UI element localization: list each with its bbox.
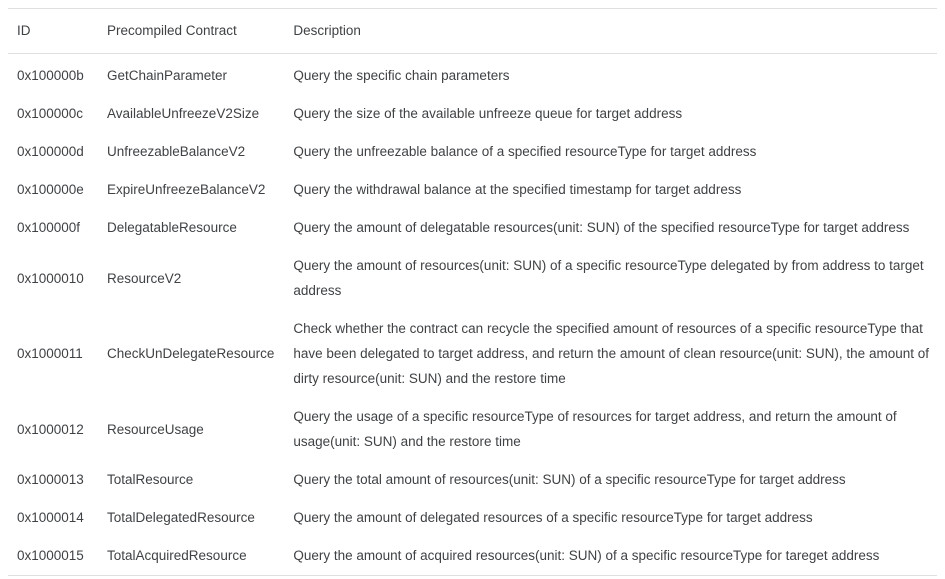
- contract-description-cell: Query the amount of acquired resources(unit: SUN) of a specific resourceType for tareget address: [293, 548, 880, 563]
- table-header: [8, 9, 937, 54]
- contract-description-cell: Query the total amount of resources(unit: SUN) of a specific resourceType for target address: [293, 472, 846, 487]
- column-header-id: ID: [8, 9, 98, 54]
- table-row: [8, 209, 937, 247]
- contract-name-cell: TotalResource: [107, 472, 194, 487]
- table-row: [8, 247, 937, 310]
- contract-description-cell: Query the size of the available unfreeze queue for target address: [293, 106, 683, 121]
- contract-description-cell: Query the withdrawal balance at the specified timestamp for target address: [293, 182, 742, 197]
- page: [0, 8, 945, 579]
- column-header-description: Description: [284, 9, 937, 54]
- table-row: [8, 54, 937, 96]
- contract-name-cell: ExpireUnfreezeBalanceV2: [107, 182, 266, 197]
- contract-id-cell: 0x1000012: [17, 421, 84, 437]
- table-header-row: [8, 9, 937, 54]
- contract-id-cell: 0x100000d: [17, 144, 84, 159]
- table-row: [8, 398, 937, 461]
- contract-id-cell: 0x100000c: [17, 106, 84, 121]
- precompiled-contracts-table-container: [8, 8, 937, 576]
- precompiled-contracts-table: [8, 8, 937, 576]
- contract-description-cell: Query the amount of delegated resources of a specific resourceType for target address: [293, 510, 813, 525]
- table-row: [8, 171, 937, 209]
- contract-id-cell: 0x1000014: [17, 510, 84, 525]
- contract-name-cell: UnfreezableBalanceV2: [107, 144, 246, 159]
- table-row: [8, 537, 937, 576]
- table-row: [8, 310, 937, 398]
- contract-name-cell: TotalDelegatedResource: [107, 510, 255, 525]
- contract-name-cell: TotalAcquiredResource: [107, 548, 247, 563]
- contract-name-cell: GetChainParameter: [107, 68, 228, 83]
- contract-description-cell: Query the amount of resources(unit: SUN) of a specific resourceType delegated by from address to target address: [293, 258, 924, 298]
- table-row: [8, 499, 937, 537]
- contract-name-cell: CheckUnDelegateResource: [107, 346, 275, 361]
- table-body: [8, 54, 937, 576]
- contract-name-cell: ResourceUsage: [107, 421, 204, 437]
- contract-id-cell: 0x1000013: [17, 472, 84, 487]
- contract-name-cell: ResourceV2: [107, 270, 182, 286]
- contract-description-cell: Check whether the contract can recycle the specified amount of resources of a specific resourceType that have been delegated to target address, and return the amount of clean resource(unit: SUN), the amount of dirty resource(unit: SUN) and the restore time: [293, 321, 929, 386]
- table-row: [8, 461, 937, 499]
- contract-description-cell: Query the usage of a specific resourceType of resources for target address, and return the amount of usage(unit: SUN) and the restore time: [293, 409, 897, 449]
- contract-name-cell: AvailableUnfreezeV2Size: [107, 106, 260, 121]
- contract-description-cell: Query the amount of delegatable resources(unit: SUN) of the specified resourceType for target address: [293, 220, 910, 235]
- table-row: [8, 95, 937, 133]
- contract-id-cell: 0x1000011: [17, 346, 83, 361]
- column-header-precompiled-contract: Precompiled Contract: [98, 9, 284, 54]
- contract-description-cell: Query the unfreezable balance of a specified resourceType for target address: [293, 144, 757, 159]
- table-row: [8, 133, 937, 171]
- contract-name-cell: DelegatableResource: [107, 220, 237, 235]
- contract-description-cell: Query the specific chain parameters: [293, 68, 510, 83]
- contract-id-cell: 0x100000b: [17, 68, 84, 83]
- contract-id-cell: 0x1000015: [17, 548, 84, 563]
- contract-id-cell: 0x100000e: [17, 182, 84, 197]
- contract-id-cell: 0x1000010: [17, 270, 84, 286]
- contract-id-cell: 0x100000f: [17, 220, 81, 235]
